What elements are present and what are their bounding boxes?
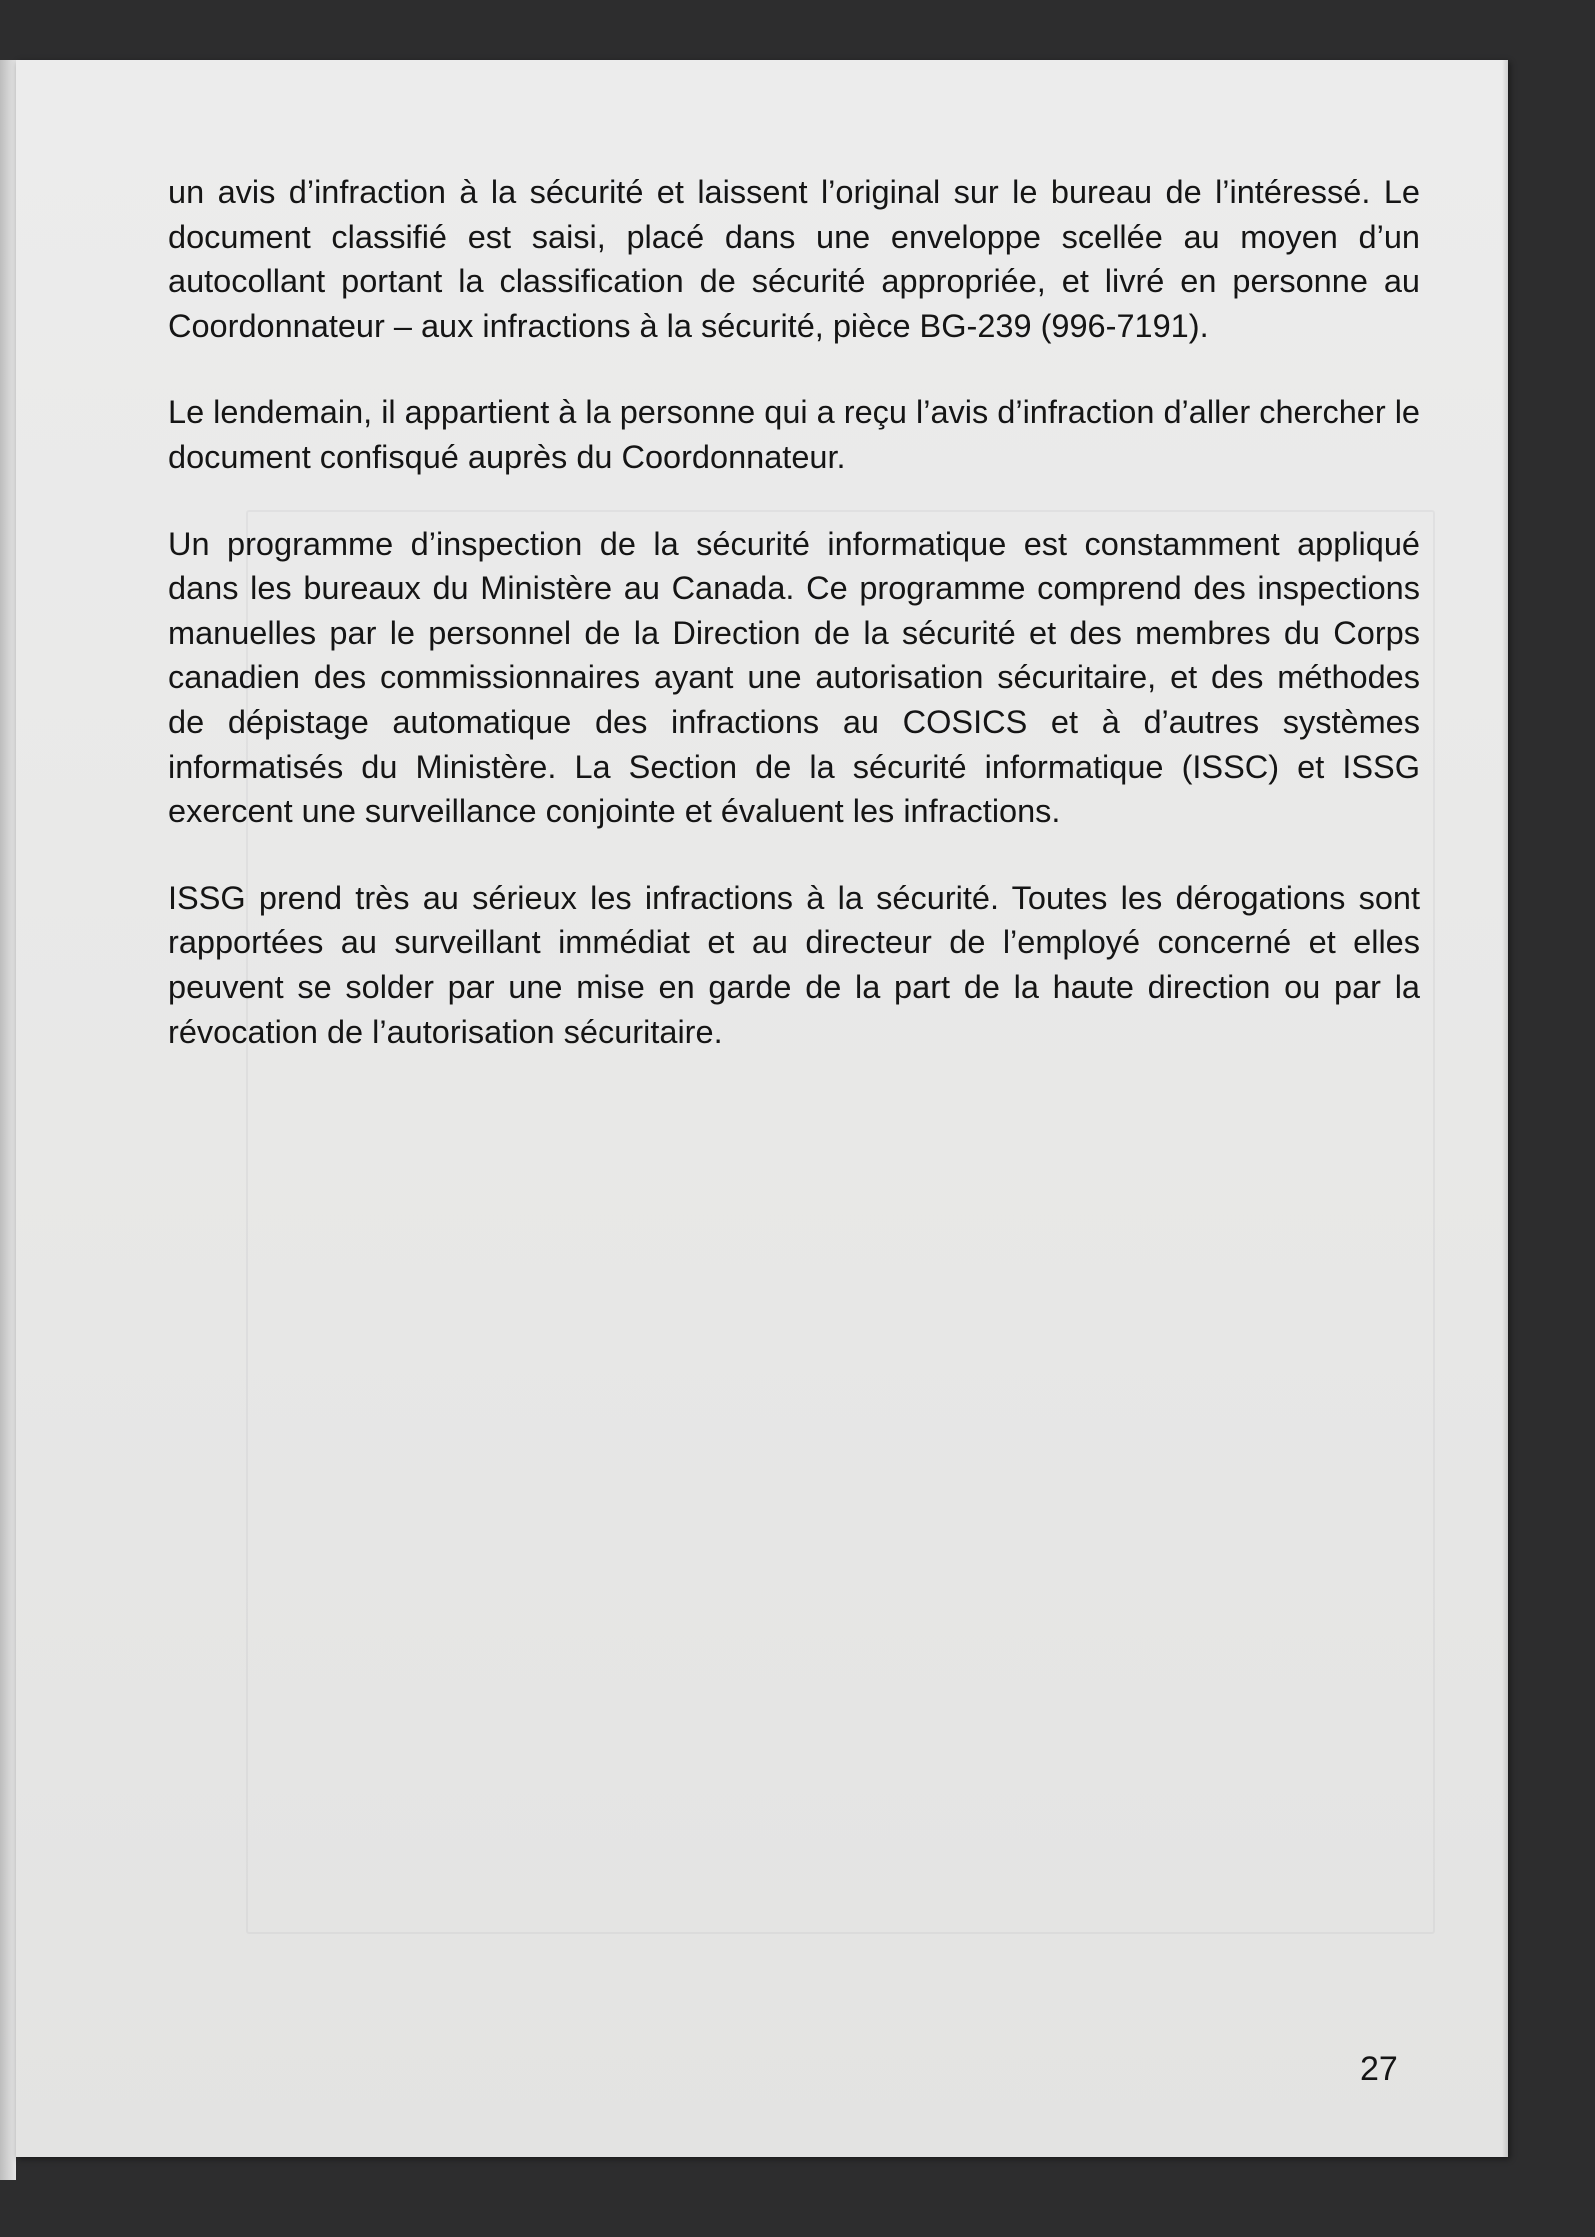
- paragraph-2: Le lendemain, il appartient à la personne qui a reçu l’avis d’infraction d’aller chercher le document confisqué auprès du Coordonnateur.: [168, 394, 1420, 475]
- paragraph-3: Un programme d’inspection de la sécurité informatique est constamment appliqué dans les bureaux du Ministère au Canada. Ce programme comprend des inspections manuelles par le personnel de la Direction de la sécurité et des membres du Corps canadien des commissionnaires ayant une autorisation sécuritaire, et des méthodes de dépistage automatique des infractions au COSICS et à d’autres systèmes informatisés du Ministère. La Section de la sécurité informatique (ISSC) et ISSG exercent une surveillance conjointe et évaluent les infractions.: [168, 525, 1420, 830]
- page-number: 27: [1360, 2050, 1398, 2088]
- paragraph-4: ISSG prend très au sérieux les infractions à la sécurité. Toutes les dérogations sont rapportées au surveillant immédiat et au directeur de l’employé concerné et elles peuvent se solder par une mise en garde de la part de la haute direction ou par la révocation de l’autorisation sécuritaire.: [168, 879, 1420, 1050]
- body-text: [168, 170, 1420, 1096]
- page-shadow-edge: [1502, 60, 1508, 2157]
- document-page: [16, 60, 1508, 2157]
- paragraph-1: un avis d’infraction à la sécurité et laissent l’original sur le bureau de l’intéressé. Le document classifié est saisi, placé dans une enveloppe scellée au moyen d’un autocollant portant la classification de sécurité appropriée, et livré en personne au Coordonnateur – aux infractions à la sécurité, pièce BG-239 (996-7191).: [168, 174, 1420, 344]
- previous-page-edge: [0, 60, 16, 2180]
